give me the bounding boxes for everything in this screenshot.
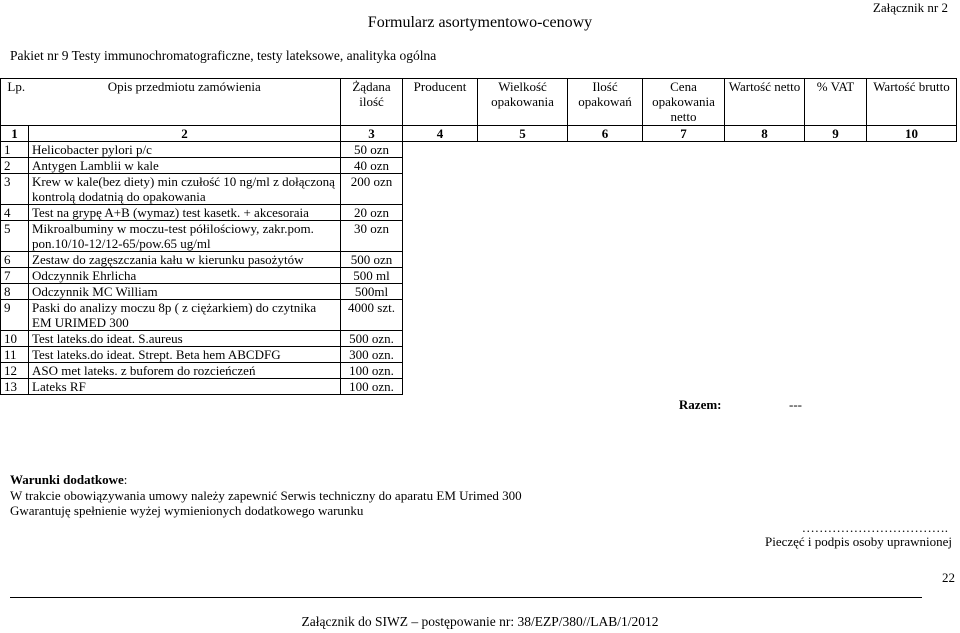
row-description: Mikroalbuminy w moczu-test półilościowy, zakr.pom. pon.10/10-12/12-65/pow.65 ug/ml	[29, 221, 341, 252]
row-lp: 3	[1, 174, 29, 205]
row-quantity: 30 ozn	[341, 221, 403, 252]
row-description: ASO met lateks. z buforem do rozcieńczeń	[29, 363, 341, 379]
row-description: Test lateks.do ideat. S.aureus	[29, 331, 341, 347]
total-value: ---	[789, 396, 802, 412]
col-number: 1	[1, 126, 29, 142]
col-number: 8	[725, 126, 805, 142]
row-quantity: 4000 szt.	[341, 300, 403, 331]
column-number-row	[1, 126, 957, 142]
col-header-package-size: Wielkość opakowania	[478, 79, 568, 126]
row-quantity: 50 ozn	[341, 142, 403, 158]
footer-text: Załącznik do SIWZ – postępowanie nr: 38/EZP/380//LAB/1/2012	[301, 614, 659, 629]
signature-line: …………………………….	[801, 520, 948, 535]
row-description: Odczynnik MC William	[29, 284, 341, 300]
row-description: Paski do analizy moczu 8p ( z ciężarkiem) do czytnika EM URIMED 300	[29, 300, 341, 331]
row-quantity: 500 ozn	[341, 252, 403, 268]
col-header-requested-qty: Żądana ilość	[341, 79, 403, 126]
row-lp: 6	[1, 252, 29, 268]
col-header-net-value: Wartość netto	[725, 79, 805, 126]
row-description: Test na grypę A+B (wymaz) test kasetk. + akcesoraia	[29, 205, 341, 221]
row-lp: 4	[1, 205, 29, 221]
col-header-lp: Lp.	[1, 79, 29, 126]
assortment-price-table	[0, 78, 957, 415]
table-row	[1, 284, 957, 300]
row-description: Krew w kale(bez diety) min czułość 10 ng/ml z dołączoną kontrolą dodatnią do opakowania	[29, 174, 341, 205]
row-lp: 13	[1, 379, 29, 395]
table-row	[1, 268, 957, 284]
row-quantity: 20 ozn	[341, 205, 403, 221]
row-lp: 10	[1, 331, 29, 347]
col-header-gross-value: Wartość brutto	[867, 79, 957, 126]
col-number: 3	[341, 126, 403, 142]
row-lp: 9	[1, 300, 29, 331]
col-header-unit-price: Cena opakowania netto	[643, 79, 725, 126]
row-description: Lateks RF	[29, 379, 341, 395]
col-number: 7	[643, 126, 725, 142]
row-lp: 2	[1, 158, 29, 174]
row-lp: 12	[1, 363, 29, 379]
table-row	[1, 142, 957, 158]
row-lp: 8	[1, 284, 29, 300]
header-row	[1, 79, 957, 126]
page-title: Formularz asortymentowo-cenowy	[367, 14, 593, 31]
col-header-vat: % VAT	[805, 79, 867, 126]
col-number: 10	[867, 126, 957, 142]
row-quantity: 500 ozn.	[341, 331, 403, 347]
page-number: 22	[942, 570, 955, 585]
row-quantity: 100 ozn.	[341, 379, 403, 395]
row-lp: 5	[1, 221, 29, 252]
row-description: Odczynnik Ehrlicha	[29, 268, 341, 284]
annex-label: Załącznik nr 2	[872, 0, 948, 15]
conditions-line: Gwarantuję spełnienie wyżej wymienionych dodatkowego warunku	[10, 503, 364, 518]
col-number: 2	[29, 126, 341, 142]
row-quantity: 500ml	[341, 284, 403, 300]
row-description: Antygen Lamblii w kale	[29, 158, 341, 174]
table-row	[1, 347, 957, 363]
col-number: 4	[403, 126, 478, 142]
row-description: Helicobacter pylori p/c	[29, 142, 341, 158]
conditions-title-colon: :	[123, 472, 128, 487]
row-quantity: 100 ozn.	[341, 363, 403, 379]
conditions-line: W trakcie obowiązywania umowy należy zapewnić Serwis techniczny do aparatu EM Urimed 300	[10, 488, 522, 503]
table-row	[1, 205, 957, 221]
table-row	[1, 300, 957, 331]
col-number: 6	[568, 126, 643, 142]
col-number: 5	[478, 126, 568, 142]
row-lp: 1	[1, 142, 29, 158]
table-row	[1, 363, 957, 379]
row-quantity: 300 ozn.	[341, 347, 403, 363]
row-quantity: 500 ml	[341, 268, 403, 284]
row-quantity: 200 ozn	[341, 174, 403, 205]
row-description: Zestaw do zagęszczania kału w kierunku pasożytów	[29, 252, 341, 268]
col-header-description: Opis przedmiotu zamówienia	[29, 79, 341, 126]
conditions-title-text: Warunki dodatkowe	[10, 472, 124, 487]
package-heading: Pakiet nr 9 Testy immunochromatograficzne, testy lateksowe, analityka ogólna	[10, 48, 437, 63]
row-lp: 11	[1, 347, 29, 363]
footer-divider	[10, 597, 922, 598]
table-row	[1, 331, 957, 347]
table-row	[1, 174, 957, 205]
col-number: 9	[805, 126, 867, 142]
conditions-title	[10, 472, 127, 488]
col-header-producer: Producent	[403, 79, 478, 126]
total-label: Razem:	[678, 396, 722, 412]
row-description: Test lateks.do ideat. Strept. Beta hem ABCDFG	[29, 347, 341, 363]
row-lp: 7	[1, 268, 29, 284]
table-row	[1, 252, 957, 268]
signature-label: Pieczęć i podpis osoby uprawnionej	[764, 534, 952, 549]
table-row	[1, 221, 957, 252]
col-header-package-count: Ilość opakowań	[568, 79, 643, 126]
row-quantity: 40 ozn	[341, 158, 403, 174]
table-row	[1, 379, 957, 395]
total-row	[1, 395, 957, 415]
table-row	[1, 158, 957, 174]
